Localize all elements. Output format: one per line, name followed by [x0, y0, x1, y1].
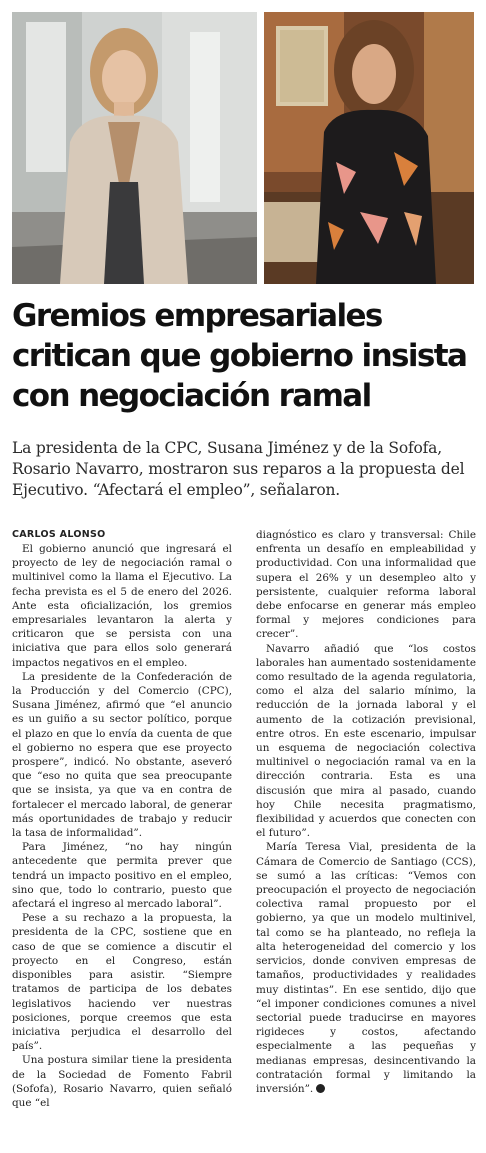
article-column-left — [12, 528, 232, 1110]
paragraph-text: María Teresa Vial, presidenta de la Cámara de Comercio de Santiago (CCS), se sumó a las críticas: “Vemos con preocupación el proyecto de negociación colectiva ramal propuesto por el gobierno, ya que un modelo multinivel, tal como se ha planteado, no refleja la alta heterogeneidad del comercio y los servicios, donde conviven empresas de tamaños, productividades y realidades muy distintas”. En ese sentido, dijo que “el imponer condiciones comunes a nivel sectorial puede traducirse en mayores rigideces y costos, afectando especialmente a las pequeñas y medianas empresas, desincentivando la contratación formal y limitando la inversión”. — [256, 841, 476, 1095]
paragraph: El gobierno anunció que ingresará el proyecto de ley de negociación ramal o multinivel como la llama el Ejecutivo. La fecha prevista es el 5 de enero del 2026. Ante esta oficialización, los gremios empresariales levantaron la alerta y criticaron que se persista con una iniciativa que para ellos solo generará impactos negativos en el empleo. — [12, 543, 232, 669]
paragraph: Para Jiménez, “no hay ningún antecedente que permita prever que tendrá un impacto positivo en el empleo, sino que, todo lo contrario, puesto que afectará el ingreso al mercado laboral”. — [12, 841, 232, 911]
paragraph: Navarro añadió que “los costos laborales han aumentado sostenidamente como resultado de la agenda regulatoria, como el alza del salario mínimo, la reducción de la jornada laboral y el aumento de la cotización previsional, entre otros. En este escenario, impulsar un esquema de negociación colectiva multinivel o negociación ramal va en la dirección contraria. Esta es una discusión que mira al pasado, cuando hoy Chile necesita pragmatismo, flexibilidad y acuerdos que conecten con el futuro”. — [256, 642, 476, 840]
paragraph: diagnóstico es claro y transversal: Chile enfrenta un desafío en empleabilidad y productividad. Con una informalidad que supera el 26% y un desempleo alto y persistente, cualquier reforma laboral debe enfocarse en generar más empleo formal y mejores condiciones para crecer”. — [256, 529, 476, 641]
byline: CARLOS ALONSO — [12, 529, 106, 540]
article-column-right — [256, 528, 476, 1096]
paragraph: La presidente de la Confederación de la Producción y del Comercio (CPC), Susana Jiménez, afirmó que “el anuncio es un guiño a su sector político, porque el plazo en que lo envía da cuenta de que el gobierno no espera que ese proyecto prospere”, indicó. No obstante, aseveró que “eso no quita que sea preocupante que se insista, ya que va en contra de fortalecer el mercado laboral, de generar más oportunidades de trabajo y reducir la tasa de informalidad”. — [12, 670, 232, 840]
paragraph-last — [256, 840, 476, 1096]
photo-susana-jimenez — [12, 12, 257, 284]
deck-summary: La presidenta de la CPC, Susana Jiménez y de la Sofofa, Rosario Navarro, mostraron sus reparos a la propuesta del Ejecutivo. “Afectará el empleo”, señalaron. — [12, 439, 465, 499]
photo-rosario-navarro — [264, 12, 474, 284]
paragraph: Una postura similar tiene la presidenta de la Sociedad de Fomento Fabril (Sofofa), Rosario Navarro, quien señaló que “el — [12, 1054, 232, 1109]
paragraph: Pese a su rechazo a la propuesta, la presidenta de la CPC, sostiene que en caso de que se comience a discutir el proyecto en el Congreso, están disponibles para asistir. “Siempre tratamos de participa de los debates legislativos haciendo ver nuestras posiciones, porque creemos que esta iniciativa perjudica el desarrollo del país”. — [12, 912, 232, 1053]
headline: Gremios empresariales critican que gobierno insista con negociación ramal — [12, 298, 467, 414]
photo-strip — [12, 12, 474, 284]
end-mark-icon — [316, 1084, 325, 1093]
